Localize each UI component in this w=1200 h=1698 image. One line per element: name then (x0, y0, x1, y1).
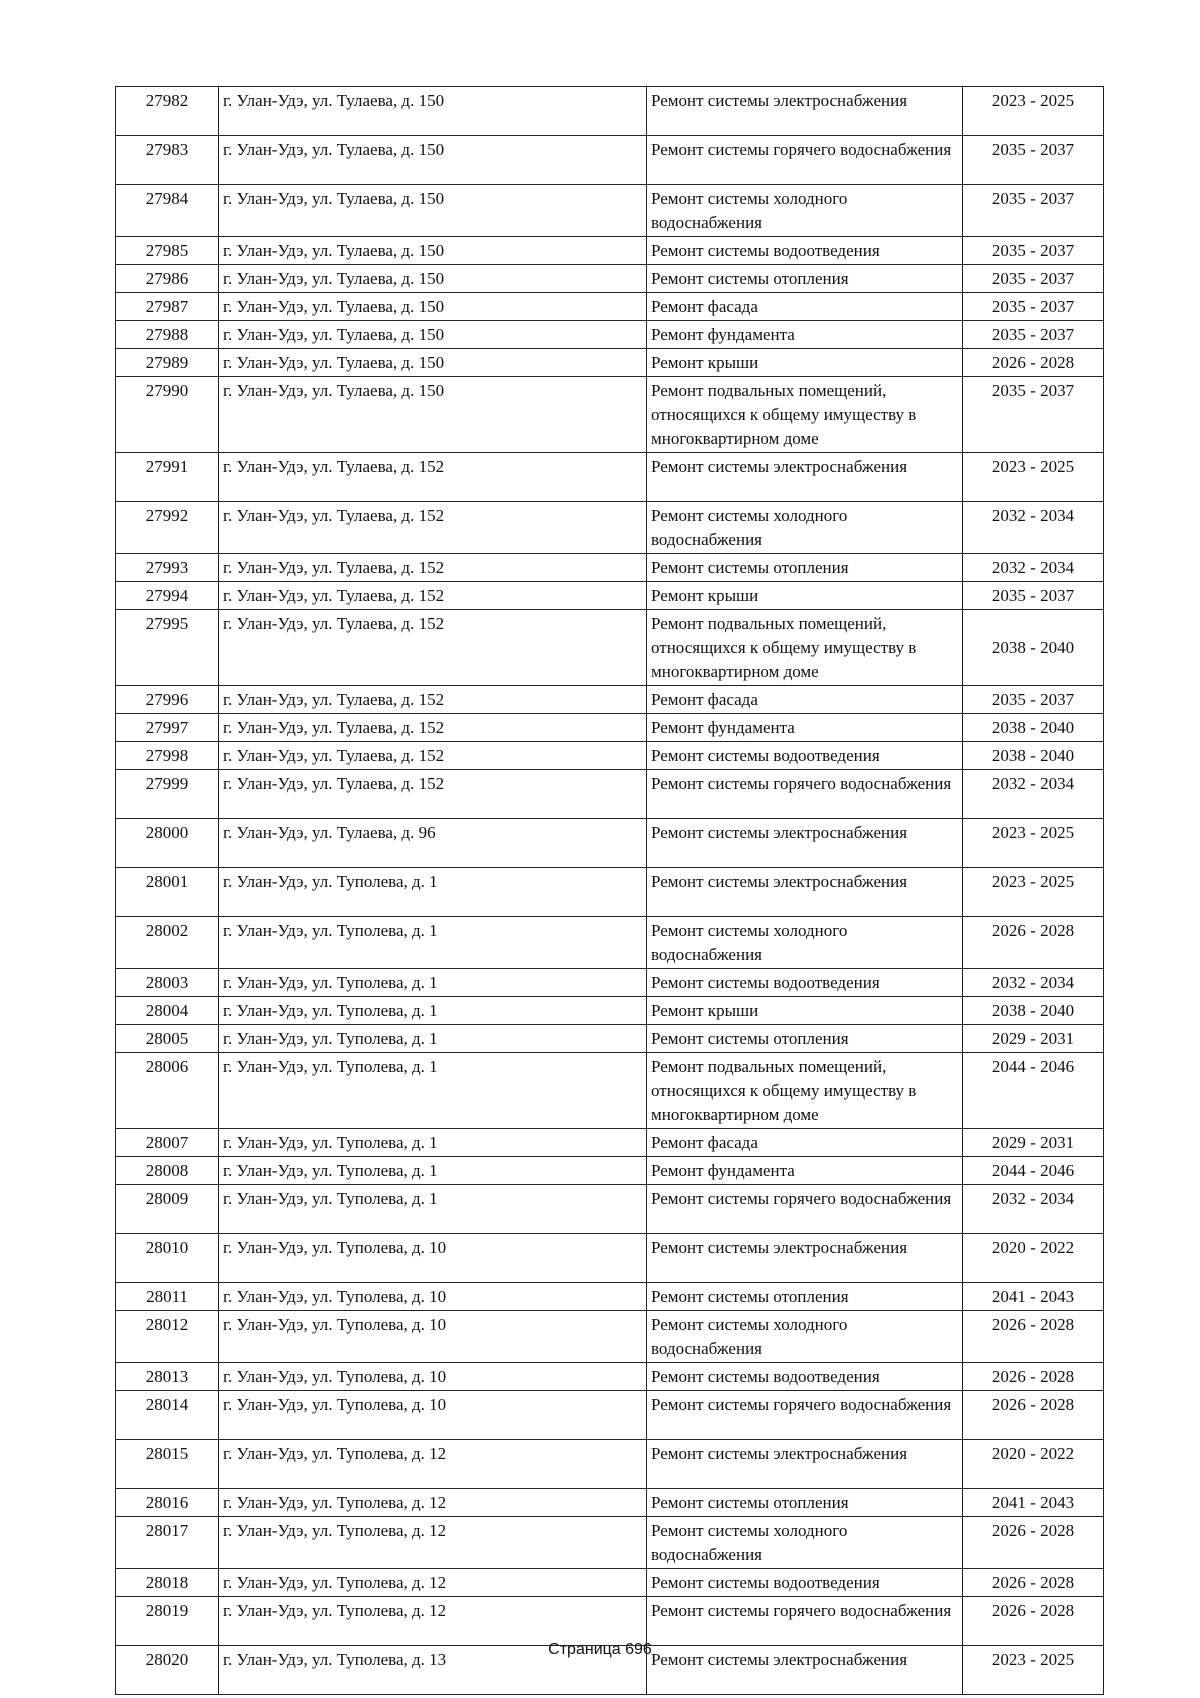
row-id-cell: 28005 (116, 1025, 219, 1053)
row-id-cell: 27995 (116, 610, 219, 686)
table-row (116, 87, 1104, 136)
row-id-cell: 28012 (116, 1311, 219, 1363)
row-id-cell: 27996 (116, 686, 219, 714)
row-term-cell: 2023 - 2025 (963, 819, 1104, 868)
row-address-cell: г. Улан-Удэ, ул. Тулаева, д. 150 (219, 293, 647, 321)
row-id-cell: 28002 (116, 917, 219, 969)
table-row (116, 686, 1104, 714)
row-term-cell: 2032 - 2034 (963, 770, 1104, 819)
row-address-cell: г. Улан-Удэ, ул. Тулаева, д. 152 (219, 610, 647, 686)
table-row (116, 610, 1104, 686)
table-row (116, 321, 1104, 349)
row-work-cell: Ремонт системы горячего водоснабжения (647, 770, 963, 819)
row-id-cell: 27984 (116, 185, 219, 237)
row-work-cell: Ремонт системы электроснабжения (647, 1646, 963, 1695)
table-row (116, 1283, 1104, 1311)
row-id-cell: 28008 (116, 1157, 219, 1185)
row-term-cell: 2035 - 2037 (963, 265, 1104, 293)
row-address-cell: г. Улан-Удэ, ул. Тулаева, д. 152 (219, 554, 647, 582)
row-term-cell: 2023 - 2025 (963, 1646, 1104, 1695)
row-address-cell: г. Улан-Удэ, ул. Туполева, д. 12 (219, 1569, 647, 1597)
table-row (116, 1157, 1104, 1185)
row-address-cell: г. Улан-Удэ, ул. Тулаева, д. 150 (219, 349, 647, 377)
row-work-cell: Ремонт системы холодного водоснабжения (647, 1517, 963, 1569)
row-address-cell: г. Улан-Удэ, ул. Туполева, д. 1 (219, 997, 647, 1025)
row-work-cell: Ремонт системы электроснабжения (647, 1234, 963, 1283)
table-row (116, 349, 1104, 377)
table-row (116, 868, 1104, 917)
row-term-cell: 2032 - 2034 (963, 502, 1104, 554)
table-row (116, 819, 1104, 868)
row-work-cell: Ремонт системы отопления (647, 1283, 963, 1311)
table-row (116, 582, 1104, 610)
row-address-cell: г. Улан-Удэ, ул. Тулаева, д. 150 (219, 377, 647, 453)
row-term-cell: 2038 - 2040 (963, 714, 1104, 742)
row-work-cell: Ремонт системы отопления (647, 265, 963, 293)
row-address-cell: г. Улан-Удэ, ул. Тулаева, д. 152 (219, 502, 647, 554)
row-address-cell: г. Улан-Удэ, ул. Тулаева, д. 152 (219, 453, 647, 502)
row-id-cell: 28001 (116, 868, 219, 917)
row-term-cell: 2032 - 2034 (963, 969, 1104, 997)
row-address-cell: г. Улан-Удэ, ул. Тулаева, д. 152 (219, 582, 647, 610)
row-term-cell: 2035 - 2037 (963, 377, 1104, 453)
row-id-cell: 28010 (116, 1234, 219, 1283)
row-work-cell: Ремонт системы холодного водоснабжения (647, 917, 963, 969)
row-term-cell: 2044 - 2046 (963, 1157, 1104, 1185)
row-id-cell: 27998 (116, 742, 219, 770)
row-work-cell: Ремонт системы электроснабжения (647, 868, 963, 917)
row-address-cell: г. Улан-Удэ, ул. Туполева, д. 13 (219, 1646, 647, 1695)
row-id-cell: 28006 (116, 1053, 219, 1129)
row-id-cell: 28009 (116, 1185, 219, 1234)
row-id-cell: 27987 (116, 293, 219, 321)
row-term-cell: 2041 - 2043 (963, 1283, 1104, 1311)
table-row (116, 185, 1104, 237)
row-work-cell: Ремонт фасада (647, 293, 963, 321)
table-row (116, 1569, 1104, 1597)
table-row (116, 453, 1104, 502)
row-term-cell: 2035 - 2037 (963, 185, 1104, 237)
row-term-cell: 2035 - 2037 (963, 293, 1104, 321)
row-id-cell: 28014 (116, 1391, 219, 1440)
row-address-cell: г. Улан-Удэ, ул. Тулаева, д. 150 (219, 265, 647, 293)
row-work-cell: Ремонт системы водоотведения (647, 742, 963, 770)
row-address-cell: г. Улан-Удэ, ул. Туполева, д. 1 (219, 969, 647, 997)
row-id-cell: 27982 (116, 87, 219, 136)
row-term-cell: 2041 - 2043 (963, 1489, 1104, 1517)
row-id-cell: 27985 (116, 237, 219, 265)
row-work-cell: Ремонт фундамента (647, 1157, 963, 1185)
row-work-cell: Ремонт крыши (647, 997, 963, 1025)
row-term-cell: 2026 - 2028 (963, 349, 1104, 377)
row-term-cell: 2026 - 2028 (963, 917, 1104, 969)
row-address-cell: г. Улан-Удэ, ул. Туполева, д. 12 (219, 1517, 647, 1569)
row-address-cell: г. Улан-Удэ, ул. Тулаева, д. 150 (219, 87, 647, 136)
row-term-cell: 2026 - 2028 (963, 1597, 1104, 1646)
row-term-cell: 2026 - 2028 (963, 1391, 1104, 1440)
table-row (116, 969, 1104, 997)
row-term-cell: 2023 - 2025 (963, 868, 1104, 917)
table-row (116, 377, 1104, 453)
row-address-cell: г. Улан-Удэ, ул. Тулаева, д. 96 (219, 819, 647, 868)
row-id-cell: 27997 (116, 714, 219, 742)
row-address-cell: г. Улан-Удэ, ул. Тулаева, д. 152 (219, 742, 647, 770)
row-id-cell: 28018 (116, 1569, 219, 1597)
table-row (116, 1185, 1104, 1234)
row-work-cell: Ремонт системы холодного водоснабжения (647, 185, 963, 237)
row-id-cell: 28007 (116, 1129, 219, 1157)
row-address-cell: г. Улан-Удэ, ул. Тулаева, д. 152 (219, 686, 647, 714)
row-work-cell: Ремонт системы электроснабжения (647, 1440, 963, 1489)
row-work-cell: Ремонт системы горячего водоснабжения (647, 1185, 963, 1234)
repair-schedule-table (115, 86, 1104, 1695)
row-work-cell: Ремонт системы водоотведения (647, 1363, 963, 1391)
row-address-cell: г. Улан-Удэ, ул. Туполева, д. 1 (219, 1053, 647, 1129)
row-id-cell: 28015 (116, 1440, 219, 1489)
row-address-cell: г. Улан-Удэ, ул. Туполева, д. 1 (219, 1157, 647, 1185)
table-row (116, 1440, 1104, 1489)
table-row (116, 1025, 1104, 1053)
row-work-cell: Ремонт крыши (647, 582, 963, 610)
row-term-cell: 2023 - 2025 (963, 87, 1104, 136)
row-id-cell: 27993 (116, 554, 219, 582)
row-work-cell: Ремонт системы холодного водоснабжения (647, 502, 963, 554)
row-address-cell: г. Улан-Удэ, ул. Туполева, д. 12 (219, 1597, 647, 1646)
row-work-cell: Ремонт системы водоотведения (647, 969, 963, 997)
row-term-cell: 2020 - 2022 (963, 1234, 1104, 1283)
row-work-cell: Ремонт системы холодного водоснабжения (647, 1311, 963, 1363)
table-row (116, 714, 1104, 742)
row-id-cell: 27983 (116, 136, 219, 185)
row-address-cell: г. Улан-Удэ, ул. Туполева, д. 10 (219, 1311, 647, 1363)
row-id-cell: 28019 (116, 1597, 219, 1646)
row-term-cell: 2020 - 2022 (963, 1440, 1104, 1489)
row-address-cell: г. Улан-Удэ, ул. Туполева, д. 10 (219, 1363, 647, 1391)
row-address-cell: г. Улан-Удэ, ул. Туполева, д. 10 (219, 1283, 647, 1311)
row-id-cell: 28016 (116, 1489, 219, 1517)
row-term-cell: 2035 - 2037 (963, 321, 1104, 349)
table-row (116, 1517, 1104, 1569)
row-address-cell: г. Улан-Удэ, ул. Туполева, д. 1 (219, 1025, 647, 1053)
table-row (116, 265, 1104, 293)
row-address-cell: г. Улан-Удэ, ул. Туполева, д. 12 (219, 1489, 647, 1517)
row-term-cell: 2026 - 2028 (963, 1569, 1104, 1597)
table-row (116, 136, 1104, 185)
table-row (116, 293, 1104, 321)
row-address-cell: г. Улан-Удэ, ул. Тулаева, д. 150 (219, 321, 647, 349)
row-id-cell: 28004 (116, 997, 219, 1025)
row-id-cell: 28013 (116, 1363, 219, 1391)
row-id-cell: 27990 (116, 377, 219, 453)
row-id-cell: 27989 (116, 349, 219, 377)
row-id-cell: 27992 (116, 502, 219, 554)
row-work-cell: Ремонт фундамента (647, 714, 963, 742)
row-id-cell: 27994 (116, 582, 219, 610)
row-term-cell: 2035 - 2037 (963, 136, 1104, 185)
row-term-cell: 2044 - 2046 (963, 1053, 1104, 1129)
row-work-cell: Ремонт системы горячего водоснабжения (647, 1597, 963, 1646)
table-row (116, 1311, 1104, 1363)
row-id-cell: 27999 (116, 770, 219, 819)
row-address-cell: г. Улан-Удэ, ул. Тулаева, д. 152 (219, 770, 647, 819)
row-term-cell: 2026 - 2028 (963, 1517, 1104, 1569)
row-term-cell: 2038 - 2040 (963, 997, 1104, 1025)
table-row (116, 1129, 1104, 1157)
row-work-cell: Ремонт системы отопления (647, 554, 963, 582)
row-term-cell: 2035 - 2037 (963, 582, 1104, 610)
row-work-cell: Ремонт крыши (647, 349, 963, 377)
row-address-cell: г. Улан-Удэ, ул. Туполева, д. 10 (219, 1234, 647, 1283)
row-address-cell: г. Улан-Удэ, ул. Тулаева, д. 150 (219, 237, 647, 265)
table-row (116, 502, 1104, 554)
table-row (116, 1234, 1104, 1283)
row-term-cell: 2032 - 2034 (963, 1185, 1104, 1234)
row-term-cell: 2026 - 2028 (963, 1311, 1104, 1363)
row-id-cell: 28011 (116, 1283, 219, 1311)
row-work-cell: Ремонт подвальных помещений, относящихся к общему имуществу в многоквартирном доме (647, 610, 963, 686)
row-work-cell: Ремонт системы водоотведения (647, 1569, 963, 1597)
row-term-cell: 2038 - 2040 (963, 610, 1104, 686)
table-row (116, 1489, 1104, 1517)
row-work-cell: Ремонт системы горячего водоснабжения (647, 136, 963, 185)
table-row (116, 554, 1104, 582)
table-body (116, 87, 1104, 1695)
table-row (116, 742, 1104, 770)
table-row (116, 917, 1104, 969)
row-address-cell: г. Улан-Удэ, ул. Тулаева, д. 150 (219, 185, 647, 237)
row-term-cell: 2023 - 2025 (963, 453, 1104, 502)
row-address-cell: г. Улан-Удэ, ул. Туполева, д. 1 (219, 1129, 647, 1157)
row-work-cell: Ремонт системы электроснабжения (647, 87, 963, 136)
row-term-cell: 2029 - 2031 (963, 1129, 1104, 1157)
row-id-cell: 27986 (116, 265, 219, 293)
table-row (116, 1053, 1104, 1129)
row-address-cell: г. Улан-Удэ, ул. Туполева, д. 10 (219, 1391, 647, 1440)
row-id-cell: 28017 (116, 1517, 219, 1569)
row-work-cell: Ремонт системы водоотведения (647, 237, 963, 265)
table-row (116, 1391, 1104, 1440)
row-address-cell: г. Улан-Удэ, ул. Туполева, д. 1 (219, 1185, 647, 1234)
row-term-cell: 2029 - 2031 (963, 1025, 1104, 1053)
row-work-cell: Ремонт системы горячего водоснабжения (647, 1391, 963, 1440)
table-row (116, 1597, 1104, 1646)
row-term-cell: 2032 - 2034 (963, 554, 1104, 582)
row-work-cell: Ремонт подвальных помещений, относящихся к общему имуществу в многоквартирном доме (647, 377, 963, 453)
row-work-cell: Ремонт фасада (647, 686, 963, 714)
row-id-cell: 28000 (116, 819, 219, 868)
row-work-cell: Ремонт системы отопления (647, 1025, 963, 1053)
row-work-cell: Ремонт подвальных помещений, относящихся к общему имуществу в многоквартирном доме (647, 1053, 963, 1129)
row-id-cell: 28003 (116, 969, 219, 997)
row-id-cell: 27988 (116, 321, 219, 349)
row-address-cell: г. Улан-Удэ, ул. Туполева, д. 1 (219, 868, 647, 917)
row-term-cell: 2026 - 2028 (963, 1363, 1104, 1391)
row-work-cell: Ремонт фундамента (647, 321, 963, 349)
row-address-cell: г. Улан-Удэ, ул. Туполева, д. 1 (219, 917, 647, 969)
row-id-cell: 28020 (116, 1646, 219, 1695)
row-work-cell: Ремонт системы электроснабжения (647, 819, 963, 868)
repair-schedule-table-wrap (115, 86, 1103, 1695)
row-work-cell: Ремонт системы электроснабжения (647, 453, 963, 502)
row-address-cell: г. Улан-Удэ, ул. Тулаева, д. 150 (219, 136, 647, 185)
row-term-cell: 2035 - 2037 (963, 237, 1104, 265)
table-row (116, 997, 1104, 1025)
page-number: Страница 696 (548, 1641, 652, 1658)
row-address-cell: г. Улан-Удэ, ул. Тулаева, д. 152 (219, 714, 647, 742)
table-row (116, 770, 1104, 819)
row-work-cell: Ремонт системы отопления (647, 1489, 963, 1517)
row-id-cell: 27991 (116, 453, 219, 502)
row-work-cell: Ремонт фасада (647, 1129, 963, 1157)
row-address-cell: г. Улан-Удэ, ул. Туполева, д. 12 (219, 1440, 647, 1489)
table-row (116, 1363, 1104, 1391)
row-term-cell: 2035 - 2037 (963, 686, 1104, 714)
row-term-cell: 2038 - 2040 (963, 742, 1104, 770)
table-row (116, 237, 1104, 265)
